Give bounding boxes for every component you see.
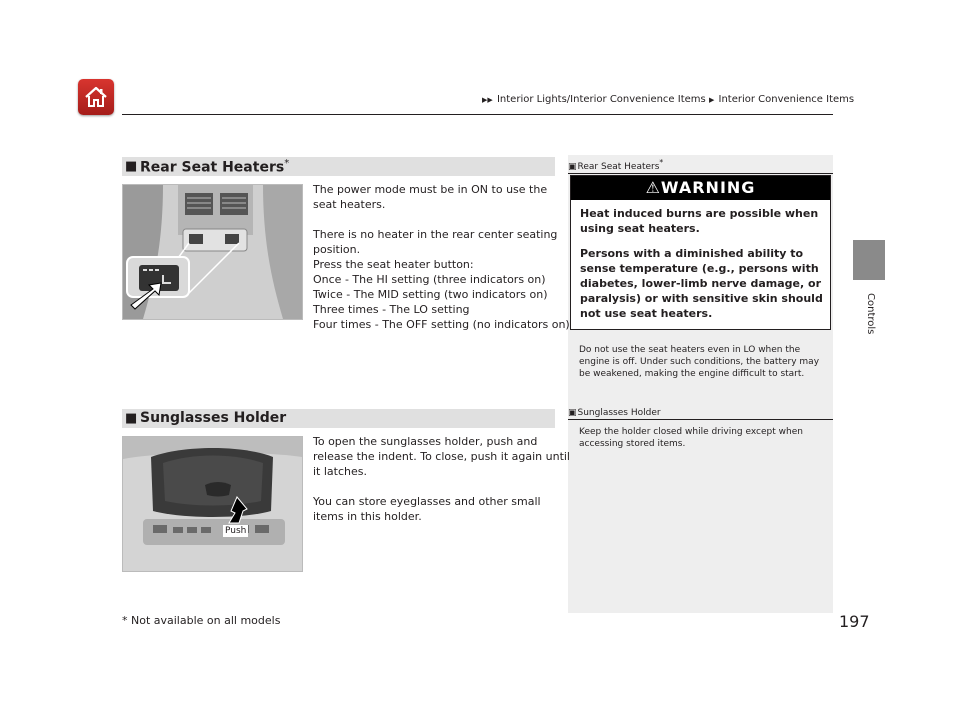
sunglasses-holder-illustration (123, 437, 302, 571)
square-bullet-icon: ■ (125, 411, 138, 426)
warning-box (570, 175, 831, 330)
note-title: Sunglasses Holder (577, 408, 661, 418)
chevron-right-icon: ▶ (708, 96, 715, 104)
footnote: * Not available on all models (122, 614, 281, 627)
sunglasses-holder-figure (122, 436, 303, 572)
body-line: Three times - The LO setting (313, 303, 470, 316)
body-line: items in this holder. (313, 510, 422, 523)
note-line: engine is off. Under such conditions, the battery may (579, 357, 820, 367)
section-heading-sunglasses-holder (122, 409, 555, 428)
chapter-tab[interactable] (853, 240, 885, 280)
sunglasses-holder-body (313, 434, 570, 524)
rear-seat-heaters-body (313, 182, 570, 332)
body-line: The power mode must be in ON to use the (313, 183, 548, 196)
body-line: seat heaters. (313, 198, 386, 211)
note-heading-sunglasses-holder (568, 408, 833, 420)
seat-heater-illustration (123, 185, 302, 319)
note-title: Rear Seat Heaters (577, 162, 660, 172)
body-line: You can store eyeglasses and other small (313, 495, 541, 508)
home-button[interactable] (78, 79, 114, 115)
warning-text: Persons with a diminished ability to sense temperature (e.g., persons with diabetes, lower-limb nerve damage, or paralysis) or with sensitive skin should not use seat heaters. (580, 247, 823, 320)
rear-seat-heaters-note (579, 344, 819, 380)
note-marker-icon: ▣ (568, 162, 577, 172)
header-divider (122, 114, 833, 115)
body-line: position. (313, 243, 361, 256)
chapter-tab-label: Controls (865, 293, 876, 335)
body-line: Once - The HI setting (three indicators on) (313, 273, 546, 286)
body-line: To open the sunglasses holder, push and (313, 435, 538, 448)
body-line: Press the seat heater button: (313, 258, 474, 271)
note-line: be weakened, making the engine difficult to start. (579, 369, 805, 379)
section-heading-rear-seat-heaters (122, 157, 555, 176)
body-line (313, 479, 570, 494)
note-marker-icon: ▣ (568, 408, 577, 418)
note-heading-rear-seat-heaters (568, 158, 833, 174)
body-line: Twice - The MID setting (two indicators on) (313, 288, 548, 301)
body-line: Four times - The OFF setting (no indicators on) (313, 318, 570, 331)
section-title: Rear Seat Heaters (140, 159, 285, 176)
body-line: release the indent. To close, push it again until (313, 450, 570, 463)
sunglasses-holder-note (579, 426, 803, 450)
page-number: 197 (839, 612, 870, 631)
chevron-right-icon: ▶▶ (482, 96, 493, 104)
breadcrumb-item[interactable]: Interior Convenience Items (718, 94, 855, 105)
body-line (313, 212, 570, 227)
warning-label: WARNING (660, 178, 756, 197)
home-icon (83, 84, 109, 110)
footnote-mark: * (659, 158, 664, 167)
footnote-mark: * (284, 158, 290, 169)
breadcrumb-item[interactable]: Interior Lights/Interior Convenience Items (496, 94, 706, 105)
body-line: it latches. (313, 465, 367, 478)
figure-callout: Push (225, 526, 247, 536)
warning-banner (571, 176, 830, 200)
note-line: Keep the holder closed while driving except when (579, 427, 803, 437)
body-line: There is no heater in the rear center seating (313, 228, 558, 241)
warning-text: Heat induced burns are possible when using seat heaters. (580, 207, 819, 235)
breadcrumb (482, 94, 854, 105)
section-title: Sunglasses Holder (140, 410, 287, 426)
square-bullet-icon: ■ (125, 159, 138, 174)
warning-icon: ⚠ (645, 178, 661, 197)
note-line: Do not use the seat heaters even in LO when the (579, 345, 801, 355)
rear-seat-heater-figure (122, 184, 303, 320)
note-line: accessing stored items. (579, 439, 686, 449)
